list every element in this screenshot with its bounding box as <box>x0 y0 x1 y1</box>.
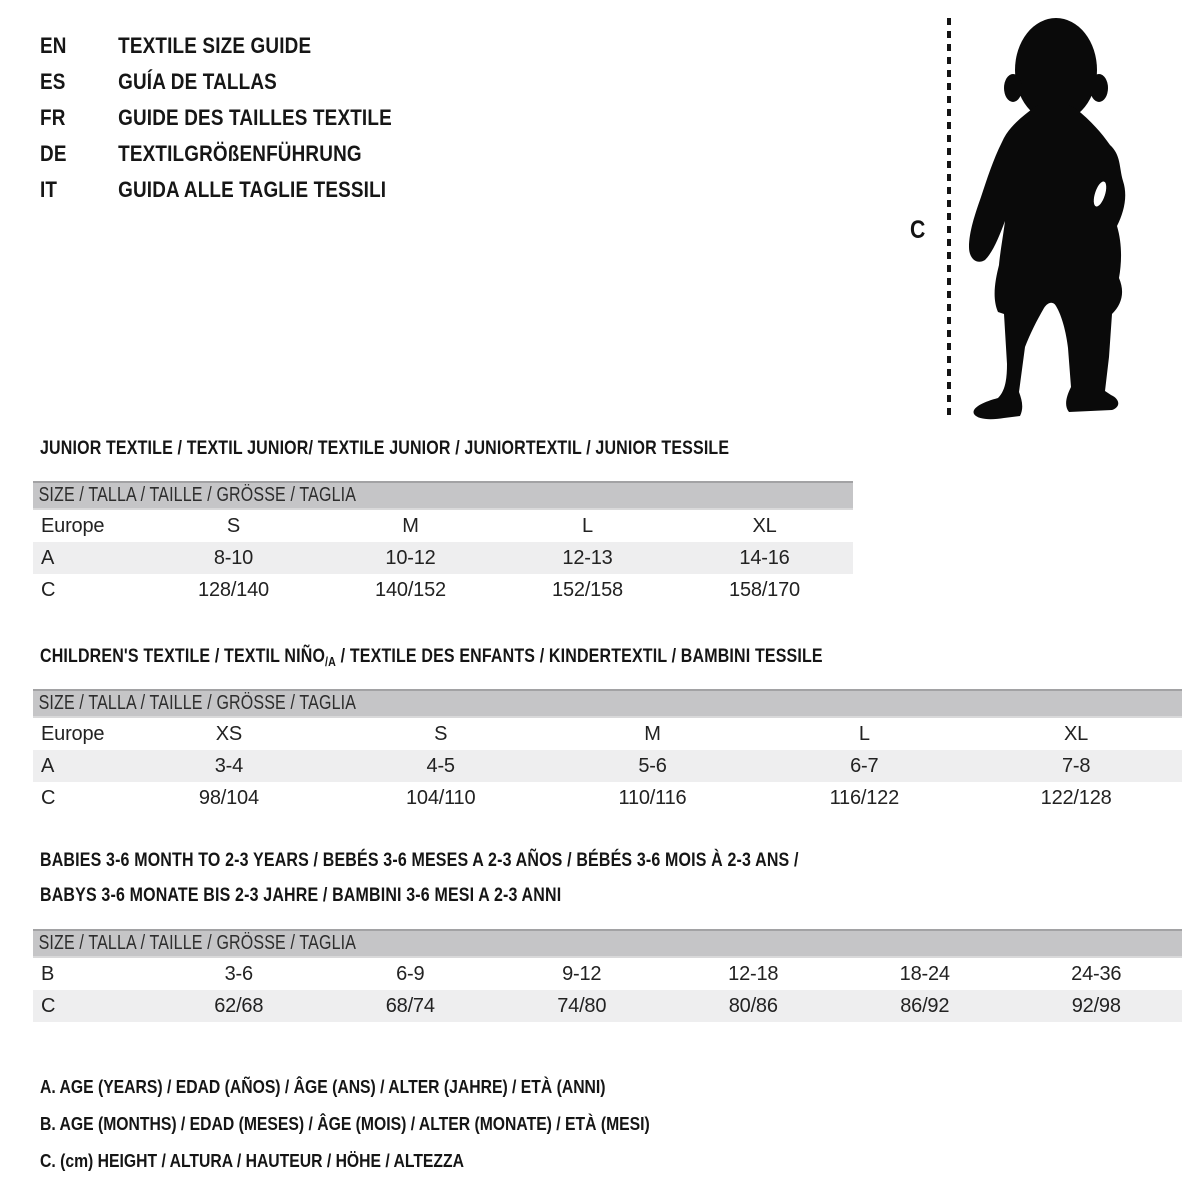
table-cell: 140/152 <box>375 578 446 601</box>
size-header-bar <box>33 481 853 510</box>
table-row <box>33 750 1182 782</box>
table-cell: 24-36 <box>1071 962 1122 985</box>
table-cell: 128/140 <box>198 578 269 601</box>
table-cell: 12-13 <box>562 546 613 569</box>
table-cell: 116/122 <box>829 786 899 809</box>
language-row <box>40 136 392 172</box>
children-size-table <box>33 689 1182 814</box>
babies-section-title-line1: BABIES 3-6 MONTH TO 2-3 YEARS / BEBÉS 3-6 MESES A 2-3 AÑOS / BÉBÉS 3-6 MOIS À 2-3 ANS / <box>40 849 799 871</box>
table-cell: 7-8 <box>1061 754 1091 777</box>
table-cell: 14-16 <box>739 546 790 569</box>
language-code: FR <box>40 105 66 130</box>
row-label: Europe <box>41 722 105 745</box>
table-cell: XS <box>215 722 243 745</box>
table-cell: 3-6 <box>224 962 253 985</box>
table-cell: S <box>434 722 448 745</box>
size-header-label: SIZE / TALLA / TAILLE / GRÖSSE / TAGLIA <box>38 484 357 506</box>
legend-line-c: C. (cm) HEIGHT / ALTURA / HAUTEUR / HÖHE / ALTEZZA <box>40 1149 464 1171</box>
language-title-list <box>40 28 392 208</box>
table-cell: 152/158 <box>552 578 623 601</box>
size-header-bar <box>33 689 1182 718</box>
size-header-bar <box>33 929 1182 958</box>
row-label: B <box>41 962 55 985</box>
table-cell: L <box>582 514 593 537</box>
table-cell: 3-4 <box>214 754 244 777</box>
measurement-legend <box>40 1068 757 1179</box>
row-label: A <box>41 546 55 569</box>
legend-line-a: A. AGE (YEARS) / EDAD (AÑOS) / ÂGE (ANS) / ALTER (JAHRE) / ETÀ (ANNI) <box>40 1075 606 1097</box>
language-code: ES <box>40 69 66 94</box>
table-cell: 80/86 <box>728 994 778 1017</box>
language-code: DE <box>40 141 67 166</box>
table-cell: 104/110 <box>405 786 476 809</box>
table-cell: XL <box>752 514 777 537</box>
language-row <box>40 100 392 136</box>
guide-title: TEXTILE SIZE GUIDE <box>118 33 312 58</box>
size-header-label: SIZE / TALLA / TAILLE / GRÖSSE / TAGLIA <box>38 692 357 714</box>
table-cell: 74/80 <box>557 994 607 1017</box>
babies-size-table <box>33 929 1182 1022</box>
height-measure-label: C <box>910 216 926 244</box>
table-cell: 6-9 <box>396 962 425 985</box>
table-cell: S <box>226 514 241 537</box>
guide-title: GUIDA ALLE TAGLIE TESSILI <box>118 177 387 202</box>
table-cell: 6-7 <box>850 754 879 777</box>
language-code: EN <box>40 33 67 58</box>
language-row <box>40 172 392 208</box>
size-header-label: SIZE / TALLA / TAILLE / GRÖSSE / TAGLIA <box>38 932 357 954</box>
table-cell: 86/92 <box>900 994 950 1017</box>
height-measure-dashed-line <box>947 18 951 415</box>
nino-a-subscript: /A <box>325 654 337 669</box>
table-cell: 12-18 <box>728 962 779 985</box>
row-label: Europe <box>41 514 105 537</box>
table-row <box>33 958 1182 990</box>
guide-title: GUIDE DES TAILLES TEXTILE <box>118 105 392 130</box>
table-cell: XL <box>1064 722 1089 745</box>
legend-line-b: B. AGE (MONTHS) / EDAD (MESES) / ÂGE (MOIS) / ALTER (MONATE) / ETÀ (MESI) <box>40 1112 650 1134</box>
row-label: A <box>41 754 55 777</box>
junior-size-table <box>33 481 853 606</box>
table-cell: 8-10 <box>213 546 254 569</box>
table-row <box>33 990 1182 1022</box>
table-cell: 9-12 <box>562 962 602 985</box>
children-section-title: CHILDREN'S TEXTILE / TEXTIL $NIÑO_{/A}$ / TEXTILE DES ENFANTS / KINDERTEXTIL / BAMBINI TESSILE <box>40 645 823 669</box>
guide-title: TEXTILGRÖßENFÜHRUNG <box>118 141 362 166</box>
row-label: C <box>41 786 56 809</box>
table-row <box>33 782 1182 814</box>
table-cell: L <box>858 722 870 745</box>
language-row <box>40 28 392 64</box>
table-row <box>33 718 1182 750</box>
table-cell: M <box>402 514 419 537</box>
junior-section-title: JUNIOR TEXTILE / TEXTIL JUNIOR/ TEXTILE JUNIOR / JUNIORTEXTIL / JUNIOR TESSILE <box>40 437 730 459</box>
table-cell: 4-5 <box>426 754 455 777</box>
language-code: IT <box>40 177 58 202</box>
babies-section-title-line2: BABYS 3-6 MONATE BIS 2-3 JAHRE / BAMBINI 3-6 MESI A 2-3 ANNI <box>40 884 562 906</box>
table-cell: 5-6 <box>638 754 667 777</box>
table-row <box>33 510 853 542</box>
toddler-silhouette-image <box>962 16 1146 420</box>
table-cell: 92/98 <box>1071 994 1121 1017</box>
row-label: C <box>41 994 56 1017</box>
table-cell: 110/116 <box>618 786 687 809</box>
guide-title: GUÍA DE TALLAS <box>118 69 277 94</box>
table-row <box>33 542 853 574</box>
row-label: C <box>41 578 56 601</box>
table-row <box>33 574 853 606</box>
table-cell: 18-24 <box>899 962 950 985</box>
table-cell: 158/170 <box>729 578 800 601</box>
table-cell: M <box>644 722 661 745</box>
language-row <box>40 64 392 100</box>
table-cell: 122/128 <box>1040 786 1112 809</box>
table-cell: 68/74 <box>385 994 435 1017</box>
table-cell: 62/68 <box>214 994 264 1017</box>
table-cell: 10-12 <box>385 546 436 569</box>
table-cell: 98/104 <box>198 786 259 809</box>
